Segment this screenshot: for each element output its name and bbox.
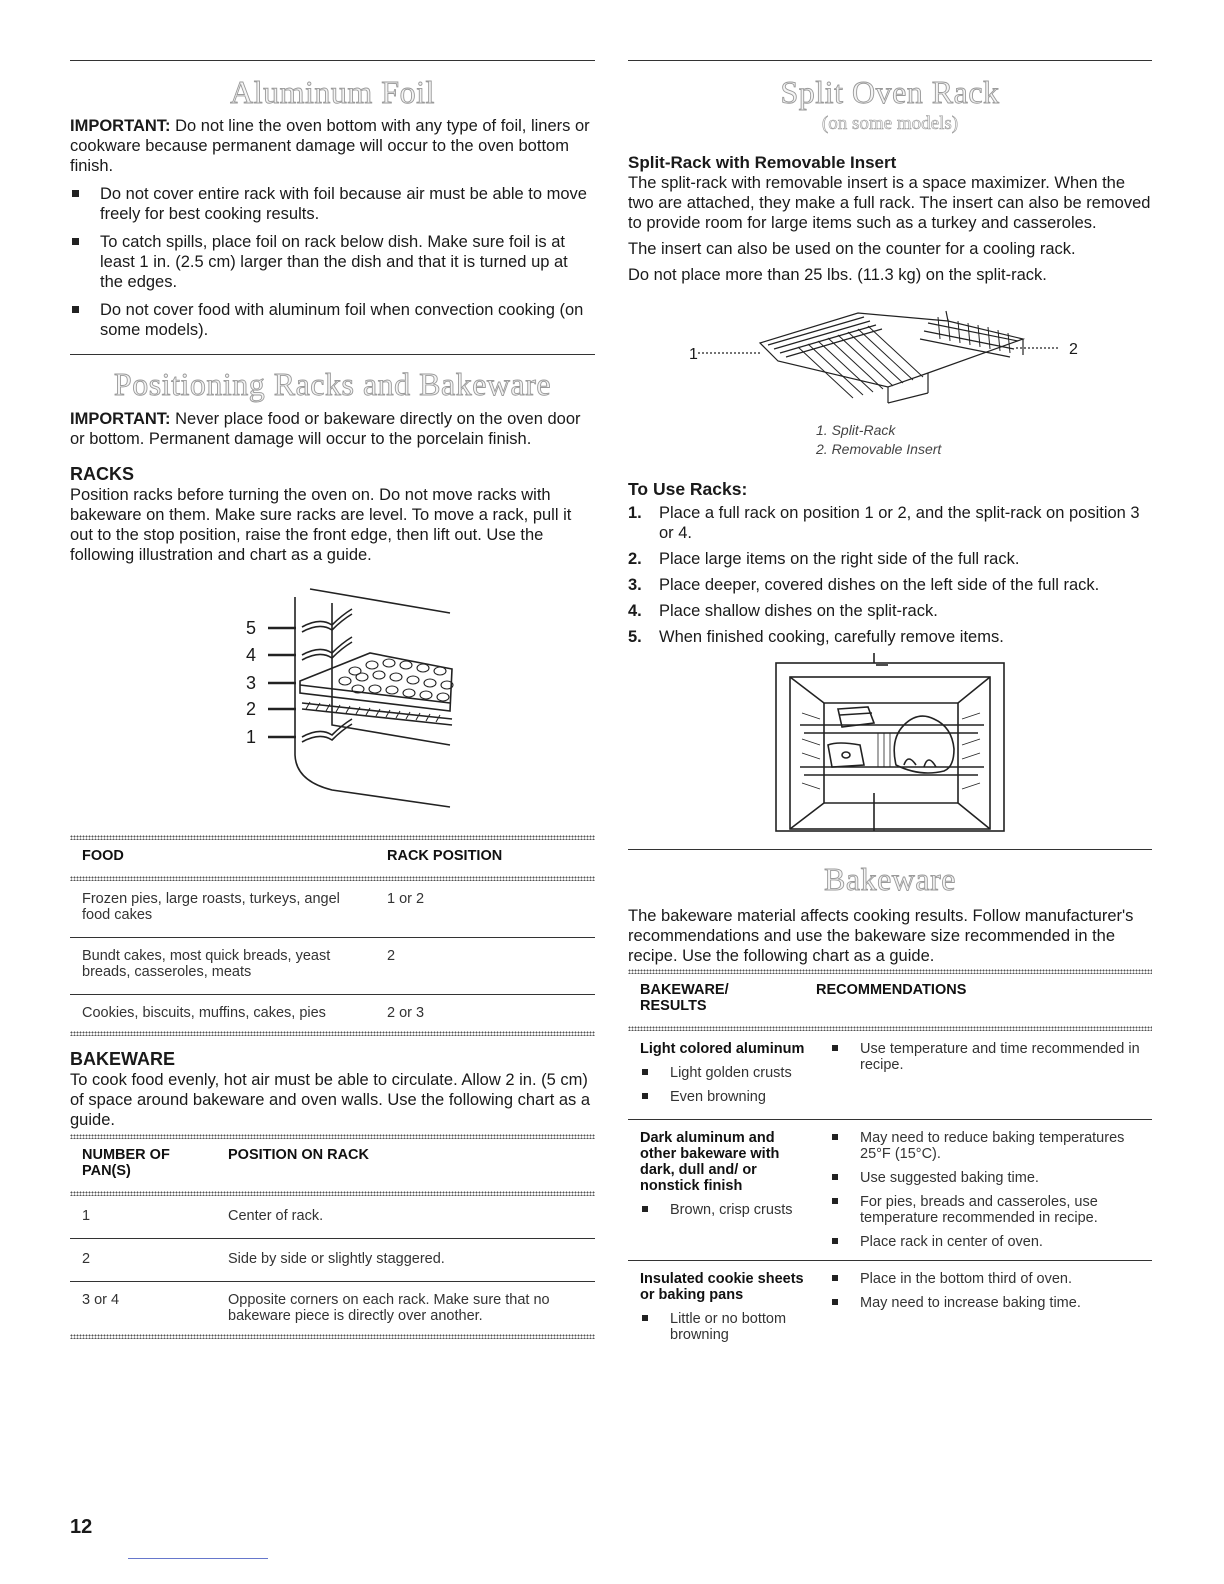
important-text: Do not line the oven bottom with any type of foil, liners or cookware because permanent damage will occur to the oven bottom finish.: [70, 117, 590, 175]
split-rack-heading: Split-Rack with Removable Insert: [628, 153, 897, 172]
recommendations-list: [830, 1271, 1140, 1311]
recommendations-cell: [818, 1261, 1152, 1354]
footer-line: [128, 1558, 268, 1559]
section-divider: [70, 60, 595, 61]
column-header: RECOMMENDATIONS: [816, 982, 967, 998]
chart-bottom-border: [70, 1334, 595, 1339]
bakeware-title: Bakeware: [824, 861, 956, 897]
bakeware-type-cell: [628, 1031, 818, 1120]
bakeware-type: Insulated cookie sheets or baking pans: [640, 1271, 804, 1303]
list-item: To catch spills, place foil on rack below dish. Make sure foil is at least 1 in. (2.5 cm) larger than the dish and that it is turned up at the edges.: [70, 232, 595, 292]
step-text: Place shallow dishes on the split-rack.: [659, 602, 938, 620]
list-item: Light golden crusts: [640, 1065, 806, 1081]
list-item: [628, 627, 1152, 647]
right-column: [628, 60, 1152, 1353]
table-row: [70, 995, 595, 1032]
step-text: When finished cooking, carefully remove items.: [659, 628, 1004, 646]
rack-position-cell: 1 or 2: [387, 891, 425, 907]
oven-rack-drawing: [70, 585, 595, 835]
use-racks-steps: [628, 503, 1152, 647]
page-number: 12: [70, 1516, 93, 1538]
positioning-title: Positioning Racks and Bakeware: [113, 366, 552, 402]
step-text: Place a full rack on position 1 or 2, and the split-rack on position 3 or 4.: [659, 504, 1140, 542]
oven-interior-drawing: [628, 653, 1152, 833]
split-rack-illustration: [628, 303, 1152, 413]
split-rack-para: The split-rack with removable insert is a space maximizer. When the two are attached, they make a full rack. The insert can also be removed to provide room for large items such as a turkey and casseroles.: [628, 174, 1151, 232]
bakeware-type: Light colored aluminum: [640, 1041, 805, 1057]
bakeware-chart-header: [628, 974, 1152, 1026]
list-item: [628, 575, 1152, 595]
important-text: Never place food or bakeware directly on the oven door or bottom. Permanent damage will occur to the porcelain finish.: [70, 410, 581, 448]
pan-position-cell: Center of rack.: [228, 1208, 324, 1224]
rack-position-cell: 2 or 3: [375, 995, 595, 1032]
list-item: Even browning: [640, 1089, 806, 1105]
results-list: [640, 1311, 806, 1343]
step-text: Place deeper, covered dishes on the left side of the full rack.: [659, 576, 1100, 594]
list-item: Brown, crisp crusts: [640, 1202, 806, 1218]
list-item: May need to reduce baking temperatures 25°F (15°C).: [830, 1130, 1140, 1162]
table-row: [628, 1261, 1152, 1354]
caption: 1. Split-Rack: [816, 422, 896, 438]
food-cell: Frozen pies, large roasts, turkeys, angel food cakes: [82, 891, 340, 923]
split-rack-subtitle: (on some models): [821, 113, 959, 134]
rack-positions-illustration: [70, 585, 595, 835]
list-item: For pies, breads and casseroles, use temperature recommended in recipe.: [830, 1194, 1140, 1226]
chart-header-row: [70, 1139, 595, 1191]
recommendations-cell: [818, 1120, 1152, 1261]
rack-position-cell: 2: [375, 938, 595, 995]
recommendations-cell: [818, 1031, 1152, 1120]
table-row: [628, 1031, 1152, 1120]
step-number: 5.: [628, 628, 642, 646]
list-item: Little or no bottom browning: [640, 1311, 806, 1343]
pan-count-cell: 3 or 4: [70, 1282, 216, 1335]
list-item: May need to increase baking time.: [830, 1295, 1140, 1311]
recommendations-list: [830, 1130, 1140, 1250]
pan-position-chart: [70, 1139, 595, 1191]
section-divider: [628, 849, 1152, 850]
important-label: IMPORTANT:: [70, 410, 171, 428]
bakeware-chart: [628, 1031, 1152, 1353]
table-row: [70, 1282, 595, 1335]
column-header: FOOD: [82, 848, 124, 864]
callout-2: 2: [1069, 341, 1078, 358]
table-row: [70, 1196, 595, 1239]
column-header: POSITION ON RACK: [228, 1147, 369, 1163]
pan-position-cell: Side by side or slightly staggered.: [216, 1239, 595, 1282]
callout-1: 1: [689, 346, 698, 363]
step-number: 3.: [628, 576, 642, 594]
list-item: [628, 549, 1152, 569]
rack-label-4: 4: [246, 645, 257, 665]
rack-label-3: 3: [246, 673, 257, 693]
positioning-important: [70, 409, 595, 449]
split-rack-weight-limit: Do not place more than 25 lbs. (11.3 kg) on the split-rack.: [628, 266, 1047, 284]
racks-heading: RACKS: [70, 464, 135, 484]
racks-text: Position racks before turning the oven on. Do not move racks with bakeware on them. Make sure racks are level. To move a rack, pull it out to the stop position, raise the front edge, then lift out. Use the following illustration and chart as a guide.: [70, 486, 572, 564]
food-cell: Cookies, biscuits, muffins, cakes, pies: [70, 995, 375, 1032]
list-item: Do not cover entire rack with foil because air must be able to move freely for best cooking results.: [70, 184, 595, 224]
use-racks-heading: To Use Racks:: [628, 479, 748, 499]
chart-header-row: [628, 974, 1152, 1026]
section-divider: [628, 60, 1152, 61]
table-row: [70, 1239, 595, 1282]
rack-label-2: 2: [246, 699, 257, 719]
column-header: NUMBER OF PAN(S): [82, 1147, 170, 1179]
pan-position-cell: Opposite corners on each rack. Make sure that no bakeware piece is directly over another.: [216, 1282, 595, 1335]
pan-count-cell: 1: [82, 1208, 91, 1224]
aluminum-foil-important: [70, 116, 595, 176]
pan-count-cell: 2: [70, 1239, 216, 1282]
recommendations-list: [830, 1041, 1140, 1073]
bakeware-text: To cook food evenly, hot air must be able to circulate. Allow 2 in. (5 cm) of space around bakeware and oven walls. Use the following chart as a guide.: [70, 1071, 591, 1129]
rack-label-1: 1: [246, 727, 257, 747]
table-row: [628, 1120, 1152, 1261]
left-column: [70, 60, 595, 1339]
column-header: RACK POSITION: [387, 848, 503, 864]
step-text: Place large items on the right side of the full rack.: [659, 550, 1020, 568]
split-rack-para: The insert can also be used on the counter for a cooling rack.: [628, 240, 1076, 258]
step-number: 4.: [628, 602, 642, 620]
oven-interior-illustration: [628, 653, 1152, 833]
aluminum-foil-title: Aluminum Foil: [230, 74, 435, 110]
caption: 2. Removable Insert: [816, 441, 942, 457]
bakeware-type: Dark aluminum and other bakeware with dark, dull and/ or nonstick finish: [640, 1130, 780, 1194]
list-item: Use suggested baking time.: [830, 1170, 1140, 1186]
results-list: [640, 1065, 806, 1105]
step-number: 2.: [628, 550, 642, 568]
bakeware-heading: BAKEWARE: [70, 1049, 176, 1069]
list-item: Place in the bottom third of oven.: [830, 1271, 1140, 1287]
column-header: BAKEWARE/ RESULTS: [640, 982, 729, 1014]
list-item: Do not cover food with aluminum foil when convection cooking (on some models).: [70, 300, 595, 340]
bakeware-intro: The bakeware material affects cooking results. Follow manufacturer's recommendations and use the bakeware size recommended in the recipe. Use the following chart as a guide.: [628, 907, 1134, 965]
section-divider: [70, 354, 595, 355]
food-rack-chart: [70, 840, 595, 876]
pan-position-chart-body: [70, 1196, 595, 1334]
food-cell: Bundt cakes, most quick breads, yeast breads, casseroles, meats: [70, 938, 375, 995]
aluminum-foil-bullets: [70, 184, 595, 340]
list-item: Place rack in center of oven.: [830, 1234, 1140, 1250]
step-number: 1.: [628, 504, 642, 522]
food-rack-chart-body: [70, 881, 595, 1031]
important-label: IMPORTANT:: [70, 117, 171, 135]
list-item: Use temperature and time recommended in recipe.: [830, 1041, 1140, 1073]
chart-header-row: [70, 840, 595, 876]
list-item: [628, 601, 1152, 621]
illustration-captions: [628, 421, 1152, 459]
bakeware-type-cell: [628, 1261, 818, 1354]
chart-bottom-border: [70, 1031, 595, 1036]
list-item: [628, 503, 1152, 543]
bakeware-type-cell: [628, 1120, 818, 1261]
table-row: [70, 881, 595, 938]
rack-label-5: 5: [246, 618, 257, 638]
table-row: [70, 938, 595, 995]
results-list: [640, 1202, 806, 1218]
split-rack-title: Split Oven Rack: [780, 74, 1000, 110]
